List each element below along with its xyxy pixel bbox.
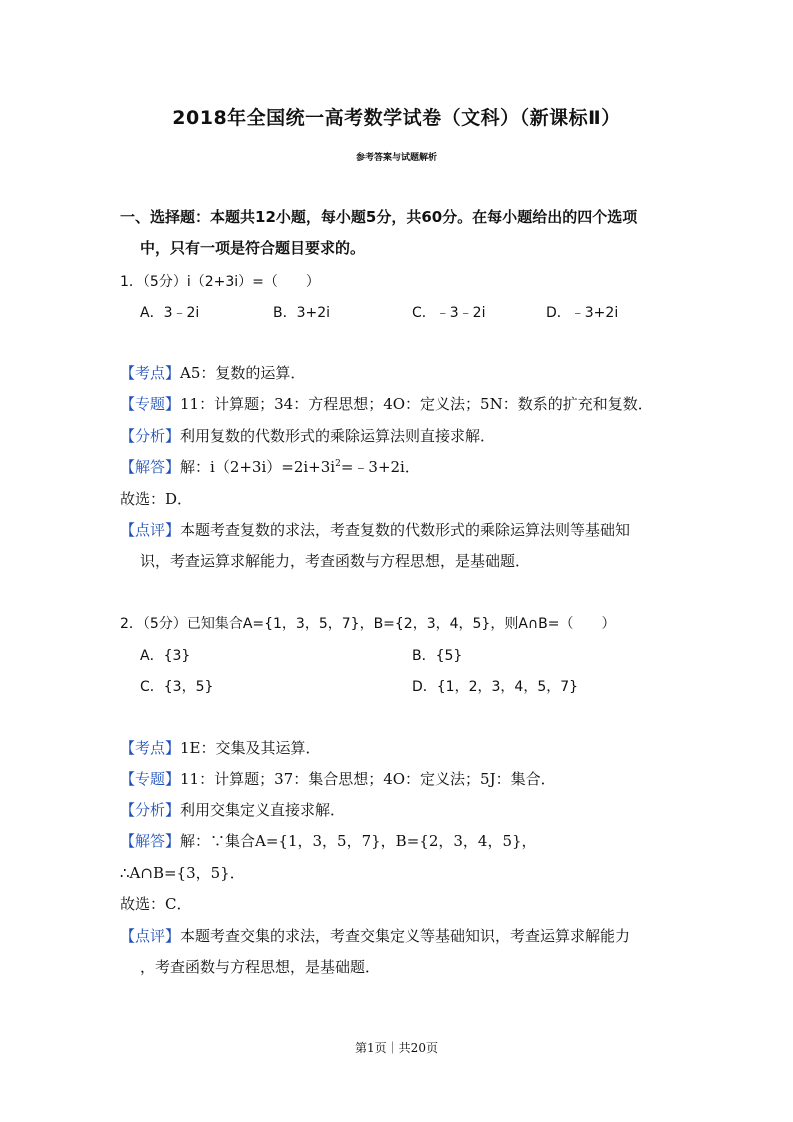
zhuanti-text: 11：计算题；34：方程思想；4O：定义法；5N：数系的扩充和复数． [180,395,653,413]
jieda-text-a: 解：i（2+3i）=2i+3i [180,458,336,476]
q1-option-c: C．﹣3﹣2i [412,305,486,321]
page-title: 2018年全国统一高考数学试卷（文科）（新课标Ⅱ） [172,107,621,129]
q2-fenxi [120,799,345,820]
q2-option-c: C．{3，5} [140,679,214,695]
jieda-text: 解：∵集合A={1，3，5，7}，B={2，3，4，5}， [180,832,537,850]
q1-answer: 故选：D． [120,490,193,508]
q1-kaodian [120,362,305,383]
section-heading-line1: 一、选择题：本题共12小题，每小题5分，共60分。在每小题给出的四个选项 [120,208,638,226]
q1-jieda [120,456,420,477]
dianping-text: 本题考查交集的求法，考查交集定义等基础知识，考查运算求解能力 [180,927,631,945]
jieda-text-b: =﹣3+2i． [340,458,420,476]
dianping-tag: 【点评】 [120,927,181,945]
q1-dianping-line1 [120,519,630,540]
page-subtitle: 参考答案与试题解析 [355,153,437,163]
dianping-tag: 【点评】 [120,521,181,539]
kaodian-text: 1E：交集及其运算． [180,739,321,757]
zhuanti-tag: 【专题】 [120,395,181,413]
fenxi-tag: 【分析】 [120,801,181,819]
q1-option-d: D．﹣3+2i [546,305,619,321]
q2-dianping-line2: ，考查函数与方程思想，是基础题． [140,958,381,976]
q2-dianping-line1 [120,925,630,946]
zhuanti-text: 11：计算题；37：集合思想；4O：定义法；5J：集合． [180,770,556,788]
jieda-tag: 【解答】 [120,832,181,850]
jieda-tag: 【解答】 [120,458,181,476]
q2-option-a: A．{3} [140,648,191,664]
question-2-stem: 2．（5分）已知集合A={1，3，5，7}，B={2，3，4，5}，则A∩B=（ ） [120,616,616,632]
q1-option-b: B．3+2i [273,305,331,321]
dianping-text: 本题考查复数的求法，考查复数的代数形式的乘除运算法则等基础知 [180,521,631,539]
kaodian-tag: 【考点】 [120,364,181,382]
q2-answer: 故选：C． [120,895,192,913]
q2-zhuanti [120,768,556,789]
kaodian-tag: 【考点】 [120,739,181,757]
q1-dianping-line2: 识，考查运算求解能力，考查函数与方程思想，是基础题． [140,552,531,570]
q2-jieda-line2: ∴A∩B={3，5}． [120,864,245,882]
q2-option-d: D．{1，2，3，4，5，7} [412,679,579,695]
q2-jieda [120,830,537,851]
fenxi-text: 利用复数的代数形式的乘除运算法则直接求解． [180,427,496,445]
fenxi-tag: 【分析】 [120,427,181,445]
question-1-stem: 1．（5分）i（2+3i）=（ ） [120,274,320,290]
q1-zhuanti [120,393,653,414]
section-heading-line2: 中，只有一项是符合题目要求的。 [140,239,366,257]
q1-option-a: A．3﹣2i [140,305,200,321]
jieda-superscript: 2 [335,459,341,469]
fenxi-text: 利用交集定义直接求解． [180,801,346,819]
kaodian-text: A5：复数的运算． [180,364,306,382]
q2-option-b: B．{5} [412,648,463,664]
page-footer: 第1页｜共20页 [355,1041,438,1055]
q2-kaodian [120,737,321,758]
zhuanti-tag: 【专题】 [120,770,181,788]
q1-fenxi [120,425,495,446]
